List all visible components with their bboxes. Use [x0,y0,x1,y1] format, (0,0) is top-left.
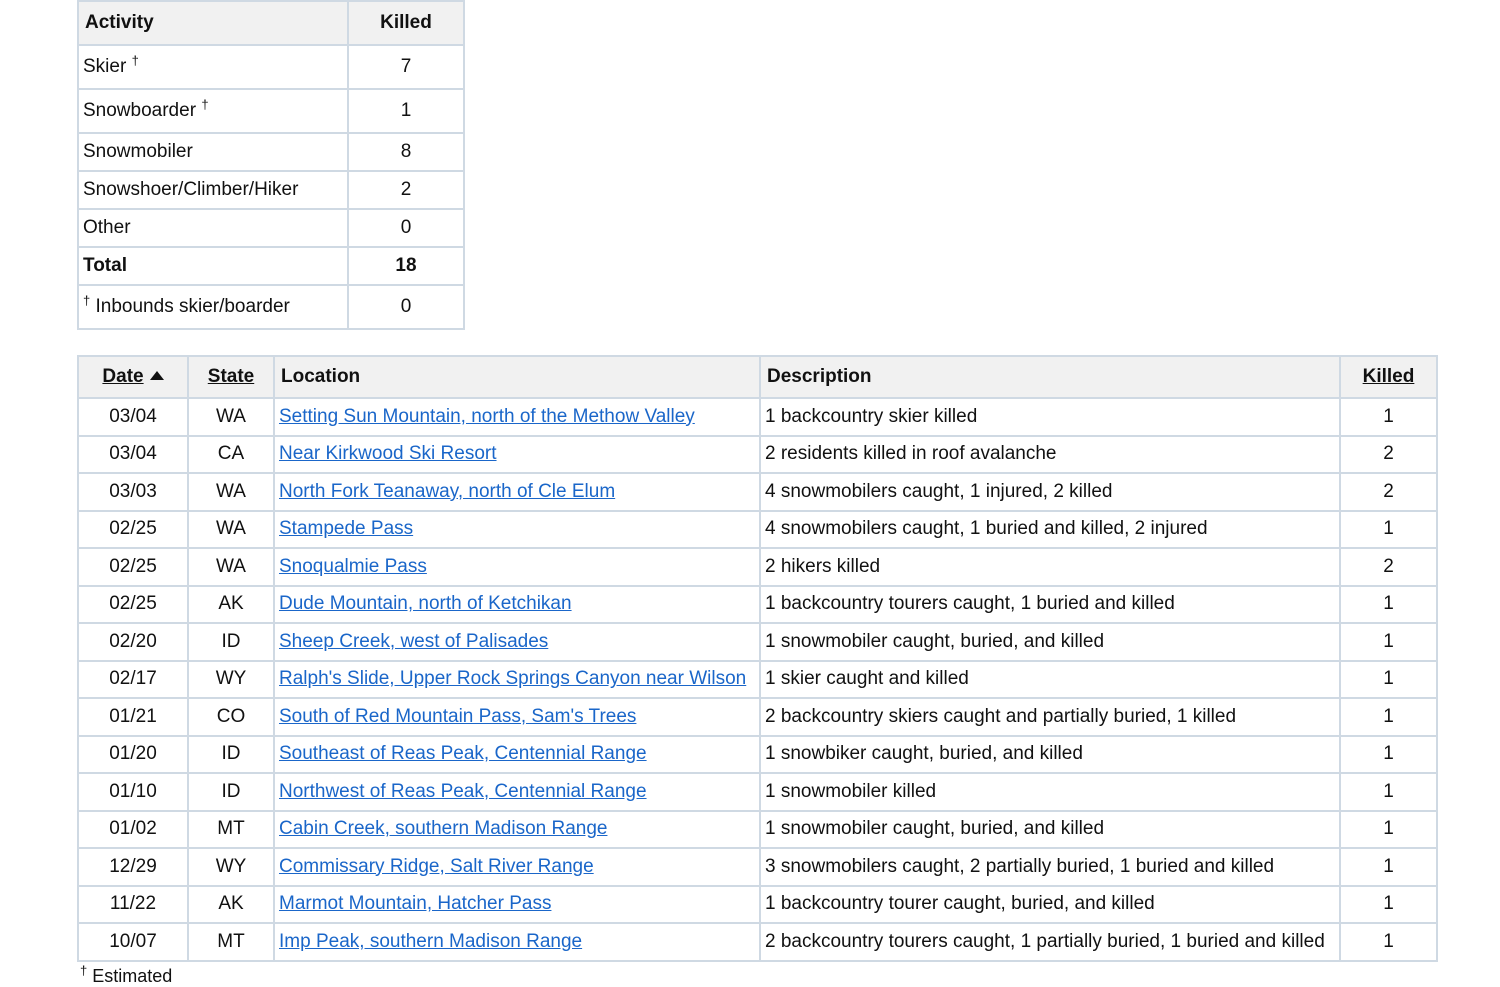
date-cell: 02/25 [78,586,188,624]
description-cell: 3 snowmobilers caught, 2 partially buried, 1 buried and killed [760,848,1340,886]
table-row [78,848,1437,886]
table-row [78,436,1437,474]
date-cell: 03/04 [78,436,188,474]
location-cell [274,473,760,511]
location-link[interactable]: Ralph's Slide, Upper Rock Springs Canyon near Wilson [279,668,747,690]
date-cell: 10/07 [78,923,188,961]
location-link[interactable]: Northwest of Reas Peak, Centennial Range [279,780,647,802]
date-cell: 01/20 [78,736,188,774]
footnote-dagger: † [80,963,88,978]
state-cell: MT [188,923,274,961]
date-cell: 12/29 [78,848,188,886]
dagger-mark: † [83,293,91,308]
state-cell: WA [188,548,274,586]
summary-row [78,171,464,209]
footnote-text: Estimated [92,966,173,986]
description-cell: 1 snowbiker caught, buried, and killed [760,736,1340,774]
inbounds-killed-cell: 0 [348,285,464,329]
summary-total-row [78,247,464,285]
activity-column-header: Activity [78,1,348,45]
description-cell: 2 backcountry tourers caught, 1 partially buried, 1 buried and killed [760,923,1340,961]
state-cell: AK [188,886,274,924]
state-cell: WA [188,473,274,511]
sort-ascending-icon [150,371,164,380]
killed-cell: 1 [1340,398,1437,436]
description-cell: 4 snowmobilers caught, 1 injured, 2 killed [760,473,1340,511]
activity-name: Skier [83,56,127,77]
state-cell: WY [188,661,274,699]
description-column-header: Description [760,356,1340,398]
killed-cell: 1 [1340,511,1437,549]
state-cell: MT [188,811,274,849]
dagger-mark: † [201,97,209,112]
summary-header-row [78,1,464,45]
summary-body [78,45,464,329]
description-cell: 2 hikers killed [760,548,1340,586]
activity-summary-table [77,0,465,330]
killed-count-cell: 2 [348,171,464,209]
killed-column-header: Killed [348,1,464,45]
location-link[interactable]: Snoqualmie Pass [279,555,427,577]
location-link[interactable]: Commissary Ridge, Salt River Range [279,855,594,877]
date-cell: 02/17 [78,661,188,699]
state-cell: CO [188,698,274,736]
inbounds-label: Inbounds skier/boarder [95,296,290,317]
table-row [78,511,1437,549]
state-cell: ID [188,623,274,661]
description-cell: 1 snowmobiler caught, buried, and killed [760,811,1340,849]
killed-cell: 2 [1340,548,1437,586]
date-header-label: Date [102,366,144,387]
location-link[interactable]: Cabin Creek, southern Madison Range [279,818,608,840]
location-cell [274,811,760,849]
date-cell: 02/25 [78,511,188,549]
date-cell: 03/04 [78,398,188,436]
total-label: Total [78,247,348,285]
table-row [78,548,1437,586]
description-cell: 2 residents killed in roof avalanche [760,436,1340,474]
date-cell: 01/21 [78,698,188,736]
table-row [78,923,1437,961]
state-cell: WA [188,398,274,436]
summary-row [78,45,464,89]
sort-by-killed-header[interactable]: Killed [1340,356,1437,398]
summary-inbounds-row [78,285,464,329]
activity-name: Snowboarder [83,100,197,121]
table-row [78,586,1437,624]
location-cell [274,848,760,886]
table-row [78,811,1437,849]
table-row [78,736,1437,774]
location-cell [274,548,760,586]
summary-row [78,89,464,133]
killed-count-cell: 1 [348,89,464,133]
table-row [78,661,1437,699]
killed-cell: 1 [1340,736,1437,774]
location-link[interactable]: North Fork Teanaway, north of Cle Elum [279,480,616,502]
location-link[interactable]: Marmot Mountain, Hatcher Pass [279,893,552,915]
inbounds-cell [78,285,348,329]
description-cell: 1 backcountry skier killed [760,398,1340,436]
killed-count-cell: 7 [348,45,464,89]
sort-by-state-header[interactable]: State [188,356,274,398]
state-cell: WY [188,848,274,886]
activity-cell [78,89,348,133]
location-cell [274,623,760,661]
location-link[interactable]: Setting Sun Mountain, north of the Methow Valley [279,405,695,427]
killed-cell: 2 [1340,436,1437,474]
description-cell: 4 snowmobilers caught, 1 buried and killed, 2 injured [760,511,1340,549]
date-cell: 11/22 [78,886,188,924]
killed-cell: 2 [1340,473,1437,511]
table-row [78,773,1437,811]
table-row [78,398,1437,436]
activity-name: Snowshoer/Climber/Hiker [83,179,299,200]
events-body [78,398,1437,961]
activity-name: Other [83,217,131,238]
location-column-header: Location [274,356,760,398]
description-cell: 1 snowmobiler killed [760,773,1340,811]
date-cell: 02/25 [78,548,188,586]
table-row [78,886,1437,924]
description-cell: 1 skier caught and killed [760,661,1340,699]
location-cell [274,886,760,924]
location-link[interactable]: Near Kirkwood Ski Resort [279,443,497,465]
killed-cell: 1 [1340,698,1437,736]
sort-by-date-header[interactable] [78,356,188,398]
killed-cell: 1 [1340,586,1437,624]
description-cell: 1 backcountry tourer caught, buried, and killed [760,886,1340,924]
activity-cell [78,45,348,89]
footnote [80,963,173,987]
killed-cell: 1 [1340,661,1437,699]
summary-row [78,133,464,171]
killed-cell: 1 [1340,923,1437,961]
activity-name: Snowmobiler [83,141,193,162]
location-link[interactable]: South of Red Mountain Pass, Sam's Trees [279,705,637,727]
description-cell: 1 snowmobiler caught, buried, and killed [760,623,1340,661]
killed-count-cell: 0 [348,209,464,247]
activity-cell [78,209,348,247]
location-link[interactable]: Sheep Creek, west of Palisades [279,630,549,652]
killed-count-cell: 8 [348,133,464,171]
location-cell [274,511,760,549]
total-killed-cell: 18 [348,247,464,285]
killed-cell: 1 [1340,848,1437,886]
table-row [78,473,1437,511]
location-cell [274,586,760,624]
location-link[interactable]: Dude Mountain, north of Ketchikan [279,593,572,615]
location-cell [274,923,760,961]
location-link[interactable]: Southeast of Reas Peak, Centennial Range [279,743,647,765]
location-cell [274,736,760,774]
location-cell [274,398,760,436]
description-cell: 2 backcountry skiers caught and partially buried, 1 killed [760,698,1340,736]
state-cell: WA [188,511,274,549]
avalanche-events-table [77,355,1438,962]
table-row [78,623,1437,661]
location-cell [274,436,760,474]
state-cell: CA [188,436,274,474]
location-link[interactable]: Stampede Pass [279,518,414,540]
dagger-mark: † [131,53,139,68]
activity-cell [78,133,348,171]
killed-cell: 1 [1340,773,1437,811]
location-link[interactable]: Imp Peak, southern Madison Range [279,930,583,952]
state-cell: AK [188,586,274,624]
location-cell [274,773,760,811]
summary-row [78,209,464,247]
state-cell: ID [188,773,274,811]
description-cell: 1 backcountry tourers caught, 1 buried and killed [760,586,1340,624]
location-cell [274,661,760,699]
state-cell: ID [188,736,274,774]
date-cell: 02/20 [78,623,188,661]
killed-cell: 1 [1340,886,1437,924]
table-row [78,698,1437,736]
date-cell: 01/10 [78,773,188,811]
activity-cell [78,171,348,209]
date-cell: 03/03 [78,473,188,511]
killed-cell: 1 [1340,811,1437,849]
events-header-row [78,356,1437,398]
killed-cell: 1 [1340,623,1437,661]
date-cell: 01/02 [78,811,188,849]
location-cell [274,698,760,736]
